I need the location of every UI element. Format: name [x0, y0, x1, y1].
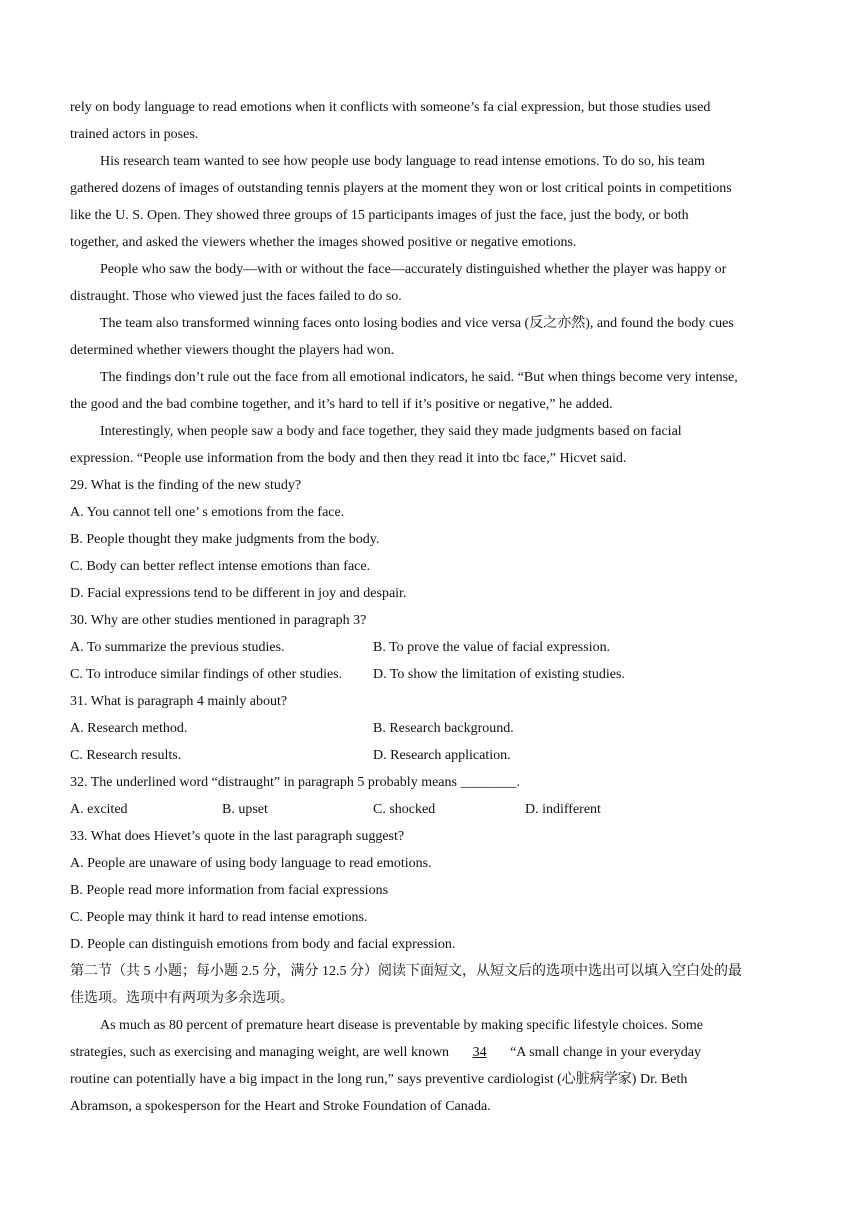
question-29-stem: 29. What is the finding of the new study? [70, 478, 302, 493]
passage-line: His research team wanted to see how people use body language to read intense emotions. To do so, his team [100, 154, 705, 169]
passage-line: determined whether viewers thought the players had won. [70, 343, 395, 358]
question-32-option-a: A. excited [70, 802, 128, 817]
passage-line: like the U. S. Open. They showed three groups of 15 participants images of just the face, just the body, or both [70, 208, 689, 223]
section-2-paragraph-line: As much as 80 percent of premature heart disease is preventable by making specific lifestyle choices. Some [100, 1018, 703, 1033]
section-2-instructions: 第二节（共 5 小题；每小题 2.5 分，满分 12.5 分）阅读下面短文，从短文后的选项中选出可以填入空白处的最 [70, 964, 742, 979]
question-30-option-d: D. To show the limitation of existing studies. [373, 667, 625, 682]
question-31-option-b: B. Research background. [373, 721, 514, 736]
question-30-options-row-1 [70, 634, 805, 661]
section-2-paragraph-line: Abramson, a spokesperson for the Heart and Stroke Foundation of Canada. [70, 1099, 491, 1114]
question-33-option-b: B. People read more information from facial expressions [70, 883, 389, 898]
passage-line: trained actors in poses. [70, 127, 199, 142]
question-31-option-a: A. Research method. [70, 721, 188, 736]
question-29-option-b: B. People thought they make judgments from the body. [70, 532, 380, 547]
question-30-options-row-2 [70, 661, 805, 688]
passage-line: together, and asked the viewers whether the images showed positive or negative emotions. [70, 235, 577, 250]
question-32-option-d: D. indifferent [525, 802, 601, 817]
section-2-paragraph-line [70, 1039, 805, 1066]
question-30-option-a: A. To summarize the previous studies. [70, 640, 285, 655]
question-32-option-b: B. upset [222, 802, 268, 817]
question-31-options-row-2 [70, 742, 805, 769]
section-2-text: “A small change in your everyday [510, 1045, 701, 1060]
question-29-option-d: D. Facial expressions tend to be different in joy and despair. [70, 586, 407, 601]
question-32-stem: 32. The underlined word “distraught” in paragraph 5 probably means ________. [70, 775, 520, 790]
passage-line: expression. “People use information from the body and then they read it into tbc face,” Hicvet said. [70, 451, 627, 466]
question-31-options-row-1 [70, 715, 805, 742]
passage-line: rely on body language to read emotions when it conflicts with someone’s fa cial expression, but those studies used [70, 100, 711, 115]
question-30-option-c: C. To introduce similar findings of other studies. [70, 667, 343, 682]
passage-line: People who saw the body—with or without the face—accurately distinguished whether the player was happy or [100, 262, 727, 277]
section-2-text: strategies, such as exercising and managing weight, are well known [70, 1045, 450, 1060]
section-2-instructions-cont: 佳选项。选项中有两项为多余选项。 [70, 991, 294, 1006]
question-29-option-a: A. You cannot tell one’ s emotions from the face. [70, 505, 345, 520]
question-29-option-c: C. Body can better reflect intense emotions than face. [70, 559, 371, 574]
question-33-option-c: C. People may think it hard to read intense emotions. [70, 910, 368, 925]
question-30-option-b: B. To prove the value of facial expression. [373, 640, 611, 655]
passage-line: The team also transformed winning faces onto losing bodies and vice versa (反之亦然), and found the body cues [100, 316, 734, 331]
passage-line: gathered dozens of images of outstanding tennis players at the moment they won or lost critical points in competitions [70, 181, 732, 196]
passage-line: The findings don’t rule out the face from all emotional indicators, he said. “But when things become very intense, [100, 370, 738, 385]
question-33-option-d: D. People can distinguish emotions from body and facial expression. [70, 937, 456, 952]
question-31-option-c: C. Research results. [70, 748, 182, 763]
passage-line: Interestingly, when people saw a body and face together, they said they made judgments based on facial [100, 424, 682, 439]
answer-blank-34[interactable]: 34 [472, 1045, 487, 1060]
question-31-option-d: D. Research application. [373, 748, 511, 763]
question-33-option-a: A. People are unaware of using body language to read emotions. [70, 856, 432, 871]
question-30-stem: 30. Why are other studies mentioned in paragraph 3? [70, 613, 367, 628]
question-32-options-row [70, 796, 805, 823]
question-33-stem: 33. What does Hievet’s quote in the last paragraph suggest? [70, 829, 405, 844]
passage-line: distraught. Those who viewed just the faces failed to do so. [70, 289, 402, 304]
passage-line: the good and the bad combine together, and it’s hard to tell if it’s positive or negative,” he added. [70, 397, 613, 412]
section-2-paragraph-line: routine can potentially have a big impact in the long run,” says preventive cardiologist (心脏病学家) Dr. Beth [70, 1072, 688, 1087]
question-32-option-c: C. shocked [373, 802, 436, 817]
question-31-stem: 31. What is paragraph 4 mainly about? [70, 694, 288, 709]
